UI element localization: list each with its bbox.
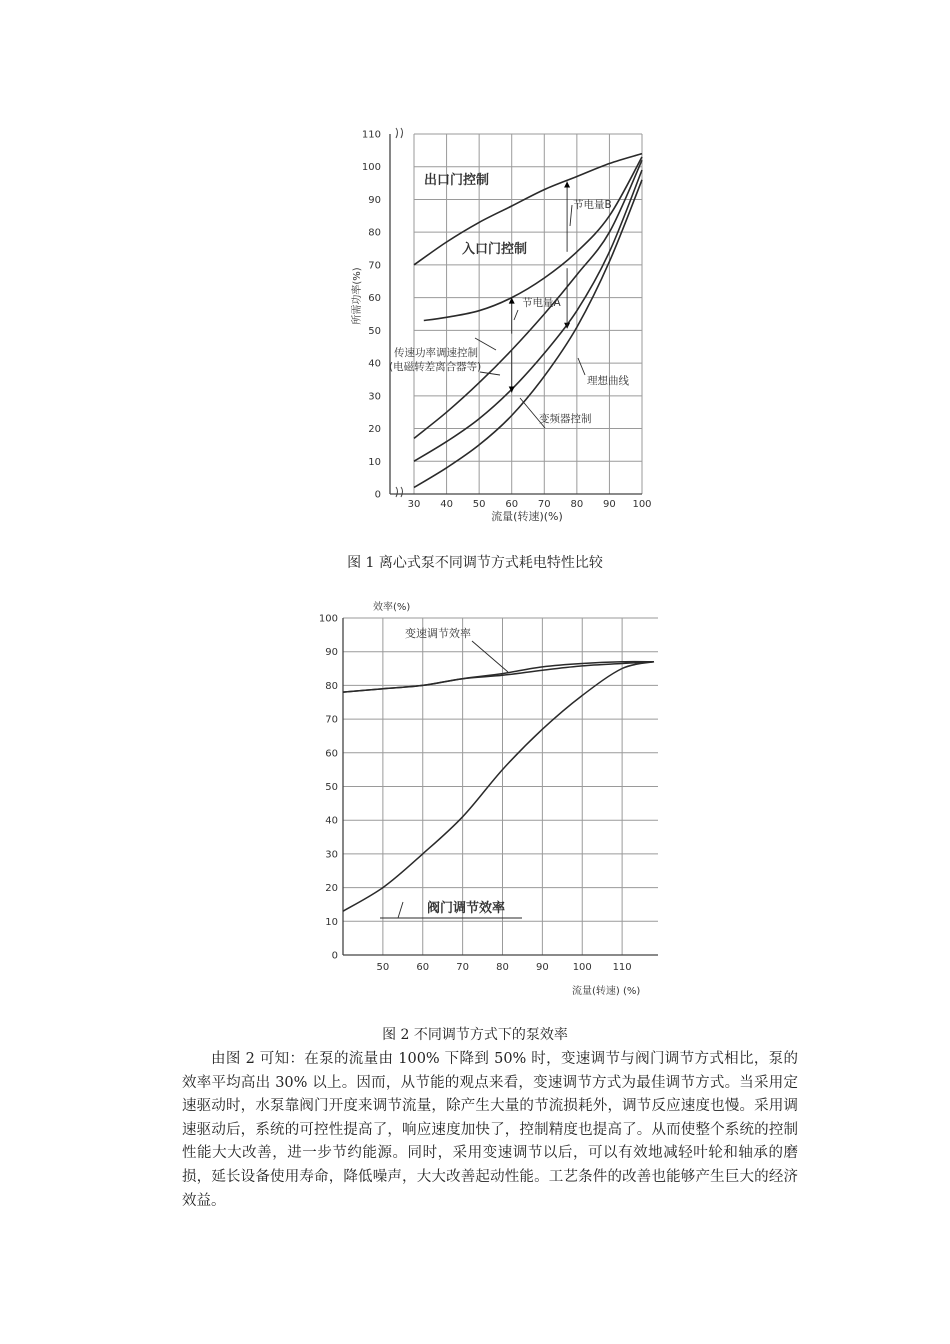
y-tick-label: 30 xyxy=(368,391,381,403)
x-tick-label: 100 xyxy=(632,499,652,510)
label-saving-b: 节电量B xyxy=(573,199,612,211)
y-tick-label: 40 xyxy=(325,815,338,827)
y-tick-label: 90 xyxy=(325,647,338,659)
label-ideal-curve: 理想曲线 xyxy=(587,375,629,387)
y-tick-label: 40 xyxy=(368,358,381,370)
y-tick-label: 30 xyxy=(325,849,338,861)
x-tick-label: 70 xyxy=(537,499,551,510)
x-tick-label: 90 xyxy=(535,962,549,973)
x-tick-label: 50 xyxy=(472,499,486,510)
y-tick-label: 60 xyxy=(368,293,381,305)
axis-break-mark-bottom xyxy=(396,487,403,497)
saving-a-leader xyxy=(514,310,518,320)
y-tick-label: 60 xyxy=(325,748,338,760)
x-tick-label: 80 xyxy=(570,499,584,510)
y-tick-label: 80 xyxy=(368,227,381,239)
y-tick-label: 0 xyxy=(331,950,338,962)
x-tick-label: 70 xyxy=(456,962,469,973)
label-transmission-sub: (电磁转差离合器等) xyxy=(389,361,482,373)
axis-break-mark-top xyxy=(396,128,403,138)
label-saving-a: 节电量A xyxy=(522,297,561,309)
figure-2-xlabel: 流量(转速) (%) xyxy=(572,986,641,997)
y-tick-label: 110 xyxy=(361,129,381,141)
label-valve-efficiency: 阀门调节效率 xyxy=(427,901,506,916)
label-transmission-control: 传速功率调速控制 xyxy=(394,347,478,359)
x-tick-label: 50 xyxy=(376,962,390,973)
y-tick-label: 50 xyxy=(368,325,381,337)
inlet-leader xyxy=(475,338,496,350)
x-tick-label: 110 xyxy=(612,962,632,973)
x-tick-label: 90 xyxy=(603,499,616,510)
label-speed-efficiency: 变速调节效率 xyxy=(405,627,471,640)
y-tick-label: 20 xyxy=(325,883,338,895)
x-tick-label: 60 xyxy=(416,962,430,973)
y-tick-label: 80 xyxy=(325,680,338,692)
y-tick-label: 90 xyxy=(368,194,381,206)
y-tick-label: 10 xyxy=(325,916,338,928)
y-tick-label: 100 xyxy=(361,162,381,174)
x-tick-label: 100 xyxy=(572,962,592,973)
x-tick-label: 80 xyxy=(496,962,509,973)
x-tick-label: 40 xyxy=(440,499,453,510)
series-line-4 xyxy=(414,170,642,461)
figure-1-xlabel: 流量(转速)(%) xyxy=(491,510,563,523)
figure-2-caption: 图 2 不同调节方式下的泵效率 xyxy=(382,1027,568,1043)
y-tick-label: 70 xyxy=(325,714,338,726)
saving-b-leader xyxy=(570,205,572,226)
label-vfd-control: 变频器控制 xyxy=(539,413,592,425)
arrow-head-up xyxy=(564,181,570,187)
figure-1-caption: 图 1 离心式泵不同调节方式耗电特性比较 xyxy=(347,555,603,571)
x-tick-label: 60 xyxy=(505,499,519,510)
label-inlet-control: 入口门控制 xyxy=(462,242,528,257)
figure-2-ylabel: 效率(%) xyxy=(373,602,411,613)
figure-1-ylabel: 所需功率(%) xyxy=(352,267,363,325)
x-tick-label: 30 xyxy=(407,499,421,510)
y-tick-label: 0 xyxy=(374,489,381,501)
label-outlet-control: 出口门控制 xyxy=(424,173,490,188)
y-tick-label: 50 xyxy=(325,782,338,793)
ideal-leader xyxy=(578,358,585,375)
y-tick-label: 10 xyxy=(368,456,381,468)
figure-1-ticks xyxy=(362,130,652,511)
y-tick-label: 70 xyxy=(368,260,381,272)
y-tick-label: 20 xyxy=(368,424,381,436)
body-paragraph: 由图 2 可知：在泵的流量由 100% 下降到 50% 时，变速调节与阀门调节方式相比，泵的效率平均高出 30% 以上。因而，从节能的观点来看，变速调节方式为最佳调节方式。当采用定速驱动时，水泵靠阀门开度来调节流量，除产生大量的节流损耗外，调节反应速度也慢。采用调速驱动后，系统的可控性提高了，响应速度加快了，控制精度也提高了。从而使整个系统的控制性能大大改善，进一步节约能源。同时，采用变速调节以后，可以有效地减轻叶轮和轴承的磨损，延长设备使用寿命，降低噪声，大大改善起动性能。工艺条件的改善也能够产生巨大的经济效益。 xyxy=(182,1051,798,1209)
y-tick-label: 100 xyxy=(318,613,338,625)
